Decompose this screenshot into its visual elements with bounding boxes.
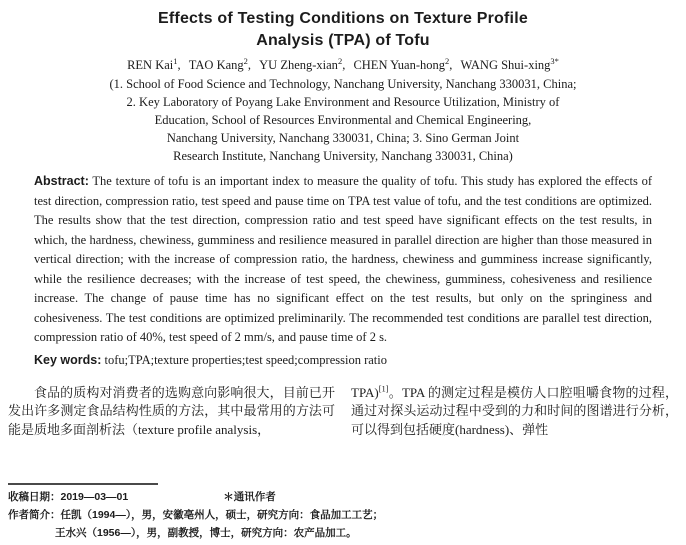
affiliation-line: (1. School of Food Science and Technology, Nanchang University, Nanchang 330031, China;	[109, 77, 577, 91]
author-name: CHEN Yuan-hong	[353, 58, 445, 72]
author-name: TAO Kang	[188, 58, 244, 72]
author-affiliation-superscript: 3*	[550, 55, 559, 66]
body-right-text-pre: TPA)	[351, 384, 379, 400]
body-columns	[8, 384, 678, 440]
affiliation-line: Nanchang University, Nanchang 330031, China; 3. Sino German Joint	[166, 131, 520, 145]
author-affiliation-superscript: 2	[444, 55, 450, 66]
received-date-row	[8, 488, 678, 506]
footnote-divider	[8, 483, 158, 485]
title-line-2: Analysis (TPA) of Tofu	[256, 32, 430, 49]
author-bio-text-1: 任凯（1994—），男，安徽亳州人，硕士，研究方向：食品加工工艺；	[60, 509, 384, 521]
author-bio-label: 作者简介：	[8, 509, 61, 521]
author-separator: ,	[177, 58, 184, 72]
author-affiliation-superscript: 2	[337, 55, 343, 66]
author-affiliation-superscript: 1	[173, 55, 178, 66]
received-date-value: 2019—03—01	[60, 491, 129, 503]
body-left-column: 食品的质构对消费者的选购意向影响很大，目前已开发出许多测定食品结构性质的方法，其中最常用的方法可能是质地多面剖析法（texture profile analysis，	[8, 384, 335, 437]
citation-superscript: [1]	[378, 383, 389, 394]
received-date-label: 收稿日期：	[8, 491, 61, 503]
author-bio-line-1	[8, 506, 678, 524]
title-line-1: Effects of Testing Conditions on Texture Profile	[158, 10, 528, 27]
author-separator: ,	[247, 58, 255, 72]
body-right-text: 。TPA 的测定过程是模仿人口腔咀嚼食物的过程，通过对探头运动过程中受到的力和时间的图谱进行分析，可以得到包括硬度(hardness)、弹性	[351, 384, 678, 437]
footnote	[8, 488, 678, 542]
affiliation-line: Education, School of Resources Environmental and Chemical Engineering,	[154, 113, 532, 127]
author-separator: ,	[342, 58, 349, 72]
footnote-block	[8, 483, 678, 542]
author-name: REN Kai	[127, 58, 174, 72]
author-name: WANG Shui-xing	[460, 58, 551, 72]
keywords-line	[34, 350, 652, 370]
body-right-column	[351, 384, 678, 440]
affiliation-line: Research Institute, Nanchang University, Nanchang 330031, China)	[173, 149, 513, 163]
keywords-text: tofu;TPA;texture properties;test speed;compression ratio	[104, 352, 387, 367]
abstract-label: Abstract:	[34, 174, 89, 188]
paper-title	[8, 8, 678, 52]
abstract-text: The texture of tofu is an important index to measure the quality of tofu. This study has explored the effects of test direction, compression ratio, test speed and pause time on TPA test value of tofu, and the test conditions are optimized. The results show that the test direction, compression ratio and test speed have significant effects on the test results, in which, the hardness, chewiness, gumminess and resilience measured in parallel direction are higher than those measured in vertical direction; with the increase of compression ratio, the hardness, chewiness and gumminess increase significantly, while the resilience decreases; with the increase of test speed, the chewiness, gumminess, cohesiveness and resilience increase. The change of pause time has no significant effect on the test results, but only on the springiness and cohesiveness. The test conditions are optimized preliminarily. The recommended test conditions are parallel test direction, compression ratio of 40%, test speed of 2 mm/s, and pause time of 2 s.	[34, 174, 652, 344]
received-date	[8, 488, 128, 506]
author-list	[8, 56, 678, 74]
affiliations	[8, 75, 678, 165]
author-separator: ,	[449, 58, 456, 72]
author-affiliation-superscript: 2	[243, 55, 248, 66]
author-bio-line-2: 王水兴（1956—），男，副教授，博士，研究方向：农产品加工。	[55, 527, 357, 539]
abstract-paragraph	[34, 172, 652, 348]
keywords-label: Key words:	[34, 352, 102, 367]
affiliation-line: 2. Key Laboratory of Poyang Lake Environment and Resource Utilization, Ministry of	[126, 95, 560, 109]
corresponding-author-note: ＊通讯作者	[223, 491, 276, 503]
author-name: YU Zheng-xian	[259, 58, 338, 72]
